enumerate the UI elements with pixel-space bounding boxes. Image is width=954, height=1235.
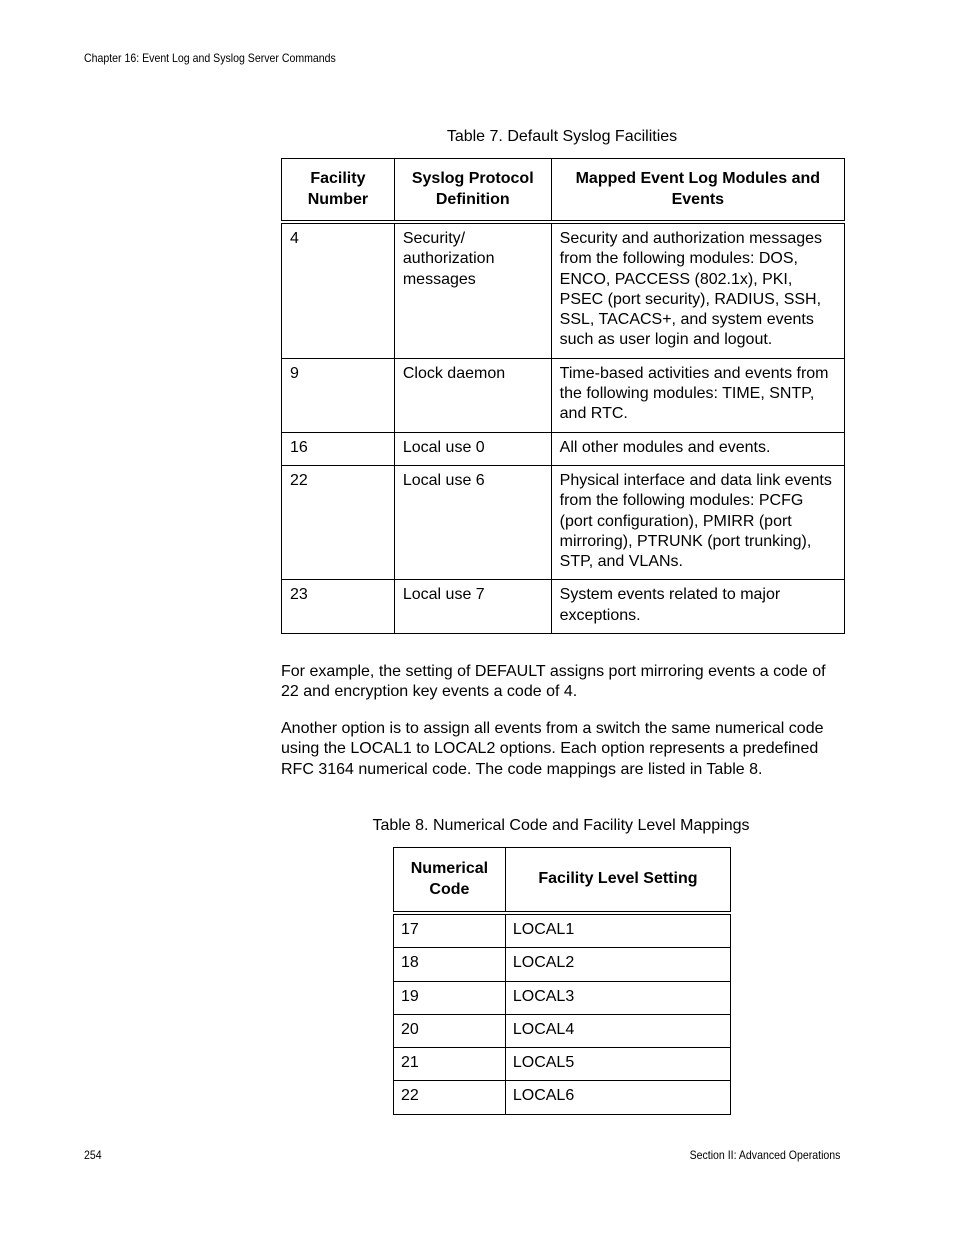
table8-caption: Table 8. Numerical Code and Facility Level Mappings <box>372 817 750 834</box>
mapped-events-cell: All other modules and events. <box>551 432 844 465</box>
numerical-code-cell: 22 <box>394 1081 506 1114</box>
facility-number-cell: 16 <box>282 432 395 465</box>
table-row <box>394 948 731 981</box>
mapped-events-cell: Time-based activities and events from the following modules: TIME, SNTP, and RTC. <box>551 358 844 432</box>
body-paragraph: Another option is to assign all events from a switch the same numerical code using the LOCAL1 to LOCAL2 options. Each option represents a predefined RFC 3164 numerical code. The code mappings are listed in Table 8. <box>281 720 824 778</box>
numerical-code-cell: 17 <box>394 913 506 948</box>
table-header-row <box>282 159 845 223</box>
mapped-events-cell: Physical interface and data link events from the following modules: PCFG (port configuration), PMIRR (port mirroring), PTRUNK (port trunking), STP, and VLANs. <box>551 465 844 579</box>
facility-level-cell: LOCAL4 <box>505 1014 730 1047</box>
table-row <box>394 981 731 1014</box>
column-header-facility-number: Facility Number <box>282 159 395 223</box>
table-row <box>394 1081 731 1114</box>
table-row <box>282 432 845 465</box>
protocol-definition-cell: Clock daemon <box>394 358 551 432</box>
facility-level-cell: LOCAL3 <box>505 981 730 1014</box>
protocol-definition-cell: Security/ authorization messages <box>394 222 551 358</box>
running-header: Chapter 16: Event Log and Syslog Server Commands <box>84 51 336 65</box>
table7-caption: Table 7. Default Syslog Facilities <box>446 128 678 145</box>
numerical-code-cell: 21 <box>394 1048 506 1081</box>
table-row <box>282 580 845 634</box>
numerical-code-cell: 18 <box>394 948 506 981</box>
table-row <box>394 1048 731 1081</box>
facility-level-cell: LOCAL2 <box>505 948 730 981</box>
column-header-mapped-modules-events: Mapped Event Log Modules and Events <box>551 159 844 223</box>
numerical-code-cell: 19 <box>394 981 506 1014</box>
column-header-syslog-protocol-definition: Syslog Protocol Definition <box>394 159 551 223</box>
mapped-events-cell: Security and authorization messages from the following modules: DOS, ENCO, PACCESS (802.1x), PKI, PSEC (port security), RADIUS, SSH, SSL, TACACS+, and system events such as user login and logout. <box>551 222 844 358</box>
table-row <box>282 465 845 579</box>
body-paragraph: For example, the setting of DEFAULT assigns port mirroring events a code of 22 and encryption key events a code of 4. <box>281 663 826 701</box>
table-row <box>282 358 845 432</box>
facility-level-cell: LOCAL5 <box>505 1048 730 1081</box>
protocol-definition-cell: Local use 7 <box>394 580 551 634</box>
facility-number-cell: 9 <box>282 358 395 432</box>
page-number: 254 <box>84 1148 102 1162</box>
column-header-numerical-code: Numerical Code <box>394 848 506 914</box>
protocol-definition-cell: Local use 0 <box>394 432 551 465</box>
numerical-code-mappings-table <box>393 847 731 1115</box>
default-syslog-facilities-table <box>281 158 845 634</box>
section-title: Section II: Advanced Operations <box>689 1148 840 1162</box>
facility-number-cell: 4 <box>282 222 395 358</box>
column-header-facility-level-setting: Facility Level Setting <box>505 848 730 914</box>
table-row <box>394 1014 731 1047</box>
numerical-code-cell: 20 <box>394 1014 506 1047</box>
facility-level-cell: LOCAL6 <box>505 1081 730 1114</box>
facility-level-cell: LOCAL1 <box>505 913 730 948</box>
table-row <box>282 222 845 358</box>
protocol-definition-continuation: authorization messages <box>402 250 495 288</box>
protocol-definition-cell: Local use 6 <box>394 465 551 579</box>
facility-number-cell: 23 <box>282 580 395 634</box>
table-row <box>394 913 731 948</box>
mapped-events-cell: System events related to major exceptions. <box>551 580 844 634</box>
facility-number-cell: 22 <box>282 465 395 579</box>
table-header-row <box>394 848 731 914</box>
